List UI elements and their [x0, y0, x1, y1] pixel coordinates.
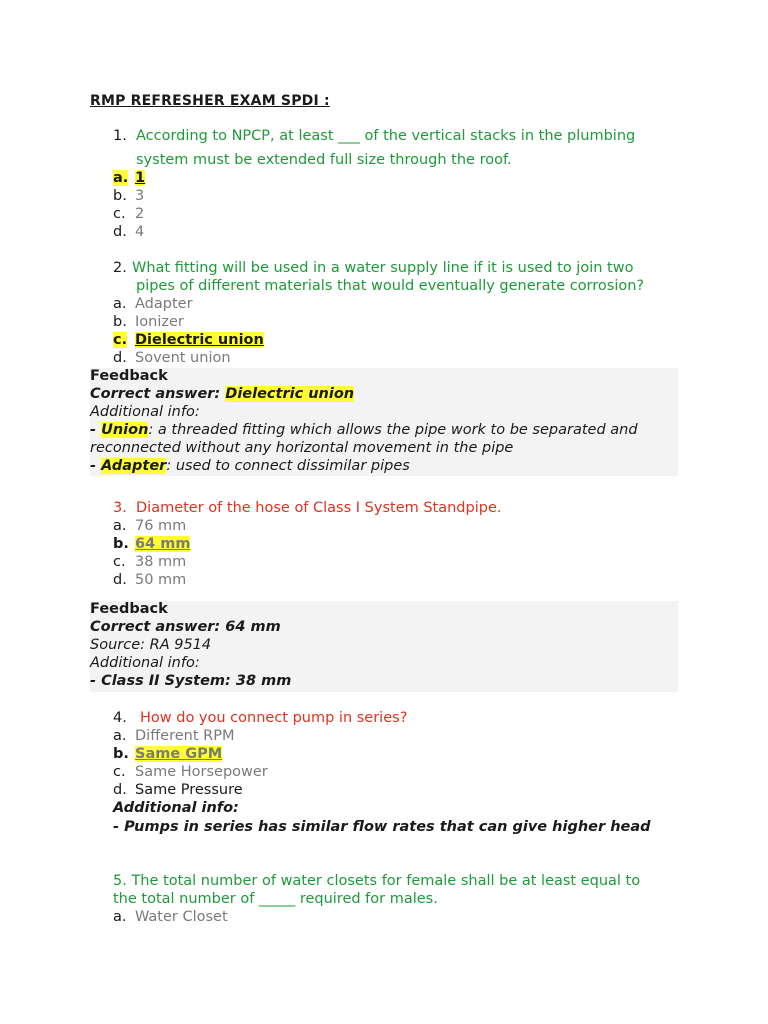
- option-text: 76 mm: [135, 518, 187, 534]
- question-2-number: 2.: [113, 260, 127, 276]
- option-letter: c.: [113, 332, 128, 348]
- feedback-correct-value: Dielectric union: [225, 386, 355, 402]
- option-text: Ionizer: [135, 314, 184, 330]
- feedback-additional-label: Additional info:: [90, 655, 200, 671]
- option-text: 38 mm: [135, 554, 187, 570]
- option-letter: d.: [113, 350, 127, 366]
- option-letter: b.: [113, 536, 129, 552]
- feedback-box-q3: [90, 601, 678, 692]
- option-letter: c.: [113, 764, 126, 780]
- option-text: Same Horsepower: [135, 764, 268, 780]
- question-3-text: Diameter of the hose of Class I System Standpipe.: [136, 500, 502, 516]
- option-letter: c.: [113, 554, 126, 570]
- option-text: Sovent union: [135, 350, 231, 366]
- option-text: 4: [135, 224, 145, 240]
- option-letter: b.: [113, 314, 127, 330]
- option-letter: d.: [113, 782, 127, 798]
- option-text: Water Closet: [135, 909, 228, 925]
- feedback-correct-prefix: Correct answer:: [90, 386, 226, 402]
- question-2-text-line2: pipes of different materials that would eventually generate corrosion?: [136, 278, 645, 294]
- feedback-source: Source: RA 9514: [90, 637, 212, 653]
- question-2-text-line1: What fitting will be used in a water supply line if it is used to join two: [132, 260, 634, 276]
- note-term-adapter: Adapter: [101, 458, 167, 474]
- note-term-union: Union: [101, 422, 149, 438]
- option-letter: c.: [113, 206, 126, 222]
- feedback-heading: Feedback: [90, 601, 168, 617]
- option-text: 1: [135, 170, 146, 186]
- feedback-heading: Feedback: [90, 368, 168, 384]
- question-4-text: How do you connect pump in series?: [140, 710, 408, 726]
- feedback-note: - Class II System: 38 mm: [90, 673, 292, 689]
- option-text: Same Pressure: [135, 782, 243, 798]
- option-text: Different RPM: [135, 728, 235, 744]
- question-3-number: 3.: [113, 500, 127, 516]
- question-4-additional-label: Additional info:: [113, 800, 239, 816]
- feedback-note-union-cont: reconnected without any horizontal movement in the pipe: [90, 440, 514, 456]
- option-letter: a.: [113, 728, 127, 744]
- page-title: RMP REFRESHER EXAM SPDI :: [90, 93, 330, 109]
- option-letter: b.: [113, 188, 127, 204]
- option-text: Same GPM: [135, 746, 223, 762]
- option-text: 50 mm: [135, 572, 187, 588]
- option-text: 2: [135, 206, 145, 222]
- note-dash: -: [90, 422, 102, 438]
- feedback-box-q2: [90, 368, 678, 476]
- option-letter: a.: [113, 909, 127, 925]
- question-5-text-line1: 5. The total number of water closets for female shall be at least equal to: [113, 873, 641, 889]
- option-text: Adapter: [135, 296, 193, 312]
- option-letter: d.: [113, 224, 127, 240]
- note-text: : a threaded fitting which allows the pipe work to be separated and: [148, 422, 638, 438]
- question-1-text-line1: According to NPCP, at least ___ of the vertical stacks in the plumbing: [136, 128, 636, 144]
- question-1-text-line2: system must be extended full size through the roof.: [136, 152, 512, 168]
- option-letter: b.: [113, 746, 129, 762]
- option-text: Dielectric union: [135, 332, 264, 348]
- option-letter: a.: [113, 296, 127, 312]
- note-text: : used to connect dissimilar pipes: [166, 458, 410, 474]
- feedback-correct-answer: Correct answer: 64 mm: [90, 619, 281, 635]
- feedback-additional-label: Additional info:: [90, 404, 200, 420]
- option-letter: a.: [113, 518, 127, 534]
- option-letter: a.: [113, 170, 129, 186]
- feedback-note-union: [90, 422, 638, 438]
- question-1-number: 1.: [113, 128, 127, 144]
- feedback-note-adapter: [90, 458, 410, 474]
- question-4-number: 4.: [113, 710, 127, 726]
- note-dash: -: [90, 458, 102, 474]
- option-text: 64 mm: [135, 536, 191, 552]
- option-text: 3: [135, 188, 145, 204]
- question-5-text-line2: the total number of _____ required for males.: [113, 891, 438, 907]
- question-4-note: - Pumps in series has similar flow rates that can give higher head: [113, 819, 651, 835]
- feedback-correct-answer: [90, 386, 354, 402]
- option-letter: d.: [113, 572, 127, 588]
